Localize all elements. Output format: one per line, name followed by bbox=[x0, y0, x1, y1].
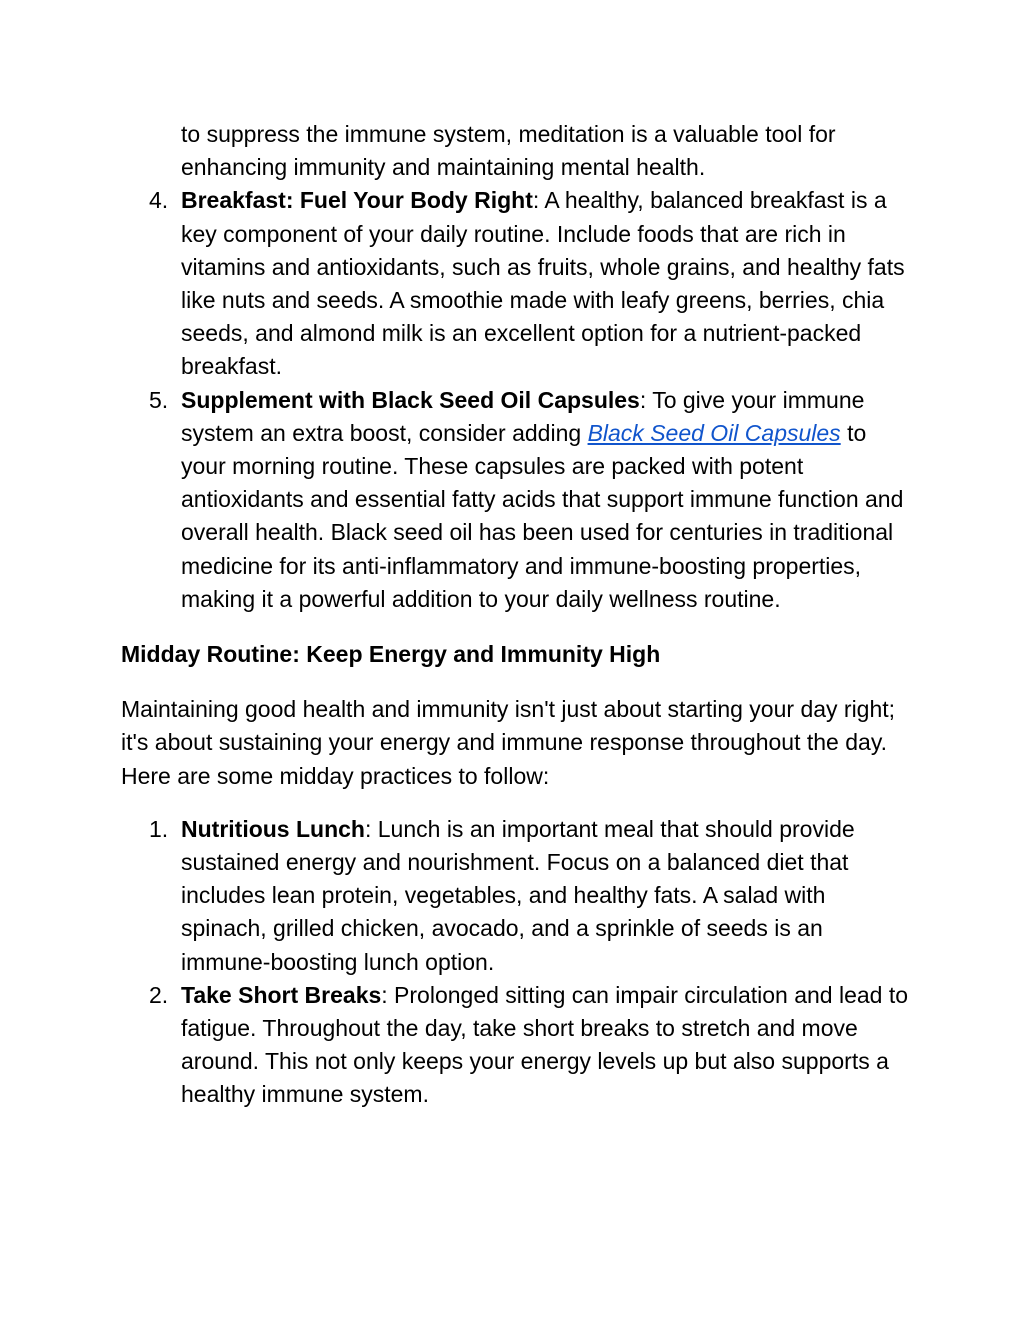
continuation-text: to suppress the immune system, meditation is a valuable tool for enhancing immunity and maintaining mental health. bbox=[181, 121, 836, 181]
morning-routine-list bbox=[121, 118, 911, 616]
item-title: Supplement with Black Seed Oil Capsules bbox=[181, 386, 640, 413]
list-item-continuation bbox=[121, 118, 911, 184]
item-text: : Prolonged sitting can impair circulation and lead to fatigue. Throughout the day, take short breaks to stretch and move around. This not only keeps your energy levels up but also supports a healthy immune system. bbox=[181, 981, 909, 1108]
item-text: : Lunch is an important meal that should provide sustained energy and nourishment. Focus on a balanced diet that includes lean protein, vegetables, and healthy fats. A salad with spinach, grilled chicken, avocado, and a sprinkle of seeds is an immune-boosting lunch option. bbox=[181, 815, 855, 975]
list-number: 2. bbox=[149, 981, 169, 1008]
list-item-short-breaks bbox=[121, 979, 911, 1112]
list-number: 1. bbox=[149, 815, 169, 842]
list-number: 5. bbox=[149, 386, 169, 413]
item-title: Breakfast: Fuel Your Body Right bbox=[181, 187, 533, 214]
midday-routine-list bbox=[121, 813, 911, 1112]
document-body bbox=[121, 118, 911, 1112]
item-text-after-link: to your morning routine. These capsules are packed with potent antioxidants and essential fatty acids that support immune function and overall health. Black seed oil has been used for centuries in traditional medicine for its anti-inflammatory and immune-boosting properties, making it a powerful addition to your daily wellness routine. bbox=[181, 419, 904, 612]
list-item-black-seed-oil bbox=[121, 384, 911, 616]
black-seed-oil-capsules-link[interactable]: Black Seed Oil Capsules bbox=[587, 419, 841, 446]
list-number: 4. bbox=[149, 187, 169, 214]
item-title: Nutritious Lunch bbox=[181, 815, 365, 842]
section-heading: Midday Routine: Keep Energy and Immunity High bbox=[121, 641, 661, 668]
item-title: Take Short Breaks bbox=[181, 981, 382, 1008]
intro-paragraph: Maintaining good health and immunity isn't just about starting your day right; it's about sustaining your energy and immune response throughout the day. Here are some midday practices to follow: bbox=[121, 696, 896, 789]
item-text: : A healthy, balanced breakfast is a key component of your daily routine. Include foods that are rich in vitamins and antioxidants, such as fruits, whole grains, and healthy fats like nuts and seeds. A smoothie made with leafy greens, berries, chia seeds, and almond milk is an excellent option for a nutrient-packed breakfast. bbox=[181, 187, 905, 380]
item-text-before-link: : To give your immune system an extra boost, consider adding bbox=[181, 386, 865, 446]
list-item-lunch bbox=[121, 813, 911, 979]
list-item-breakfast bbox=[121, 184, 911, 383]
